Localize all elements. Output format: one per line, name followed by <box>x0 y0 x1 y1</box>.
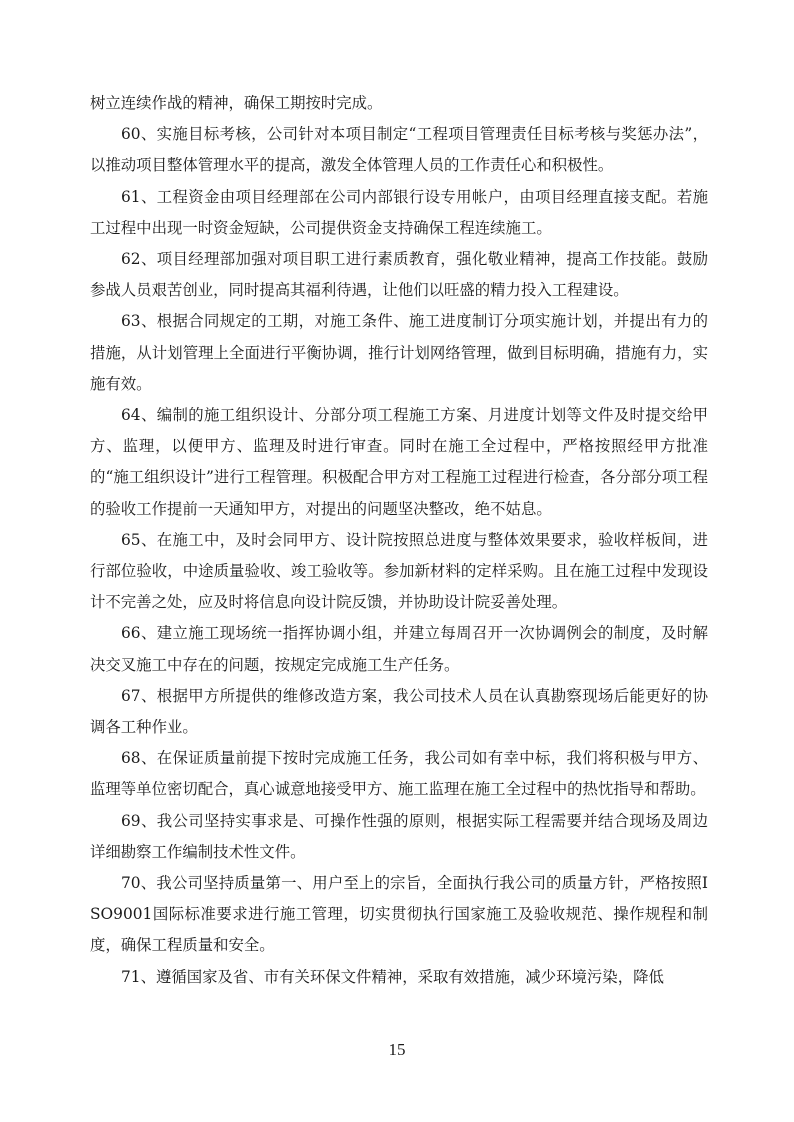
paragraph-item-66: 66、建立施工现场统一指挥协调小组，并建立每周召开一次协调例会的制度，及时解决交叉施工中存在的问题，按规定完成施工生产任务。 <box>90 624 708 674</box>
paragraph-item-61: 61、工程资金由项目经理部在公司内部银行设专用帐户，由项目经理直接支配。若施工过程中出现一时资金短缺，公司提供资金支持确保工程连续施工。 <box>90 187 708 237</box>
paragraph-item-62: 62、项目经理部加强对项目职工进行素质教育，强化敬业精神，提高工作技能。鼓励参战人员艰苦创业，同时提高其福利待遇，让他们以旺盛的精力投入工程建设。 <box>90 250 708 300</box>
paragraph-item-67: 67、根据甲方所提供的维修改造方案，我公司技术人员在认真勘察现场后能更好的协调各工种作业。 <box>90 686 708 737</box>
paragraph-continuation: 树立连续作战的精神，确保工期按时完成。 <box>90 94 383 112</box>
paragraph-item-63: 63、根据合同规定的工期，对施工条件、施工进度制订分项实施计划，并提出有力的措施，从计划管理上全面进行平衡协调，推行计划网络管理，做到目标明确，措施有力，实施有效。 <box>90 312 708 393</box>
document-body <box>90 88 708 993</box>
paragraph-item-65: 65、在施工中，及时会同甲方、设计院按照总进度与整体效果要求，验收样板间，进行部位验收，中途质量验收、竣工验收等。参加新材料的定样采购。且在施工过程中发现设计不完善之处，应及时将信息向设计院反馈，并协助设计院妥善处理。 <box>90 530 708 612</box>
paragraph-item-70: 70、我公司坚持质量第一、用户至上的宗旨，全面执行我公司的质量方针，严格按照ISO9001国际标准要求进行施工管理，切实贯彻执行国家施工及验收规范、操作规程和制度，确保工程质量和安全。 <box>90 874 708 955</box>
paragraph-item-68: 68、在保证质量前提下按时完成施工任务，我公司如有幸中标，我们将积极与甲方、监理等单位密切配合，真心诚意地接受甲方、施工监理在施工全过程中的热忱指导和帮助。 <box>90 749 708 799</box>
paragraph-item-64: 64、编制的施工组织设计、分部分项工程施工方案、月进度计划等文件及时提交给甲方、监理，以便甲方、监理及时进行审查。同时在施工全过程中，严格按照经甲方批准的“施工组织设计”进行工程管理。积极配合甲方对工程施工过程进行检查，各分部分项工程的验收工作提前一天通知甲方，对提出的问题坚决整改，绝不姑息。 <box>90 406 708 518</box>
paragraph-item-69: 69、我公司坚持实事求是、可操作性强的原则，根据实际工程需要并结合现场及周边详细勘察工作编制技术性文件。 <box>90 811 708 861</box>
paragraph-item-71: 71、遵循国家及省、市有关环保文件精神，采取有效措施，减少环境污染，降低 <box>121 967 664 986</box>
paragraph-item-60: 60、实施目标考核，公司针对本项目制定“工程项目管理责任目标考核与奖惩办法”，以推动项目整体管理水平的提高，激发全体管理人员的工作责任心和积极性。 <box>90 125 708 175</box>
page-number: 15 <box>388 1040 406 1059</box>
